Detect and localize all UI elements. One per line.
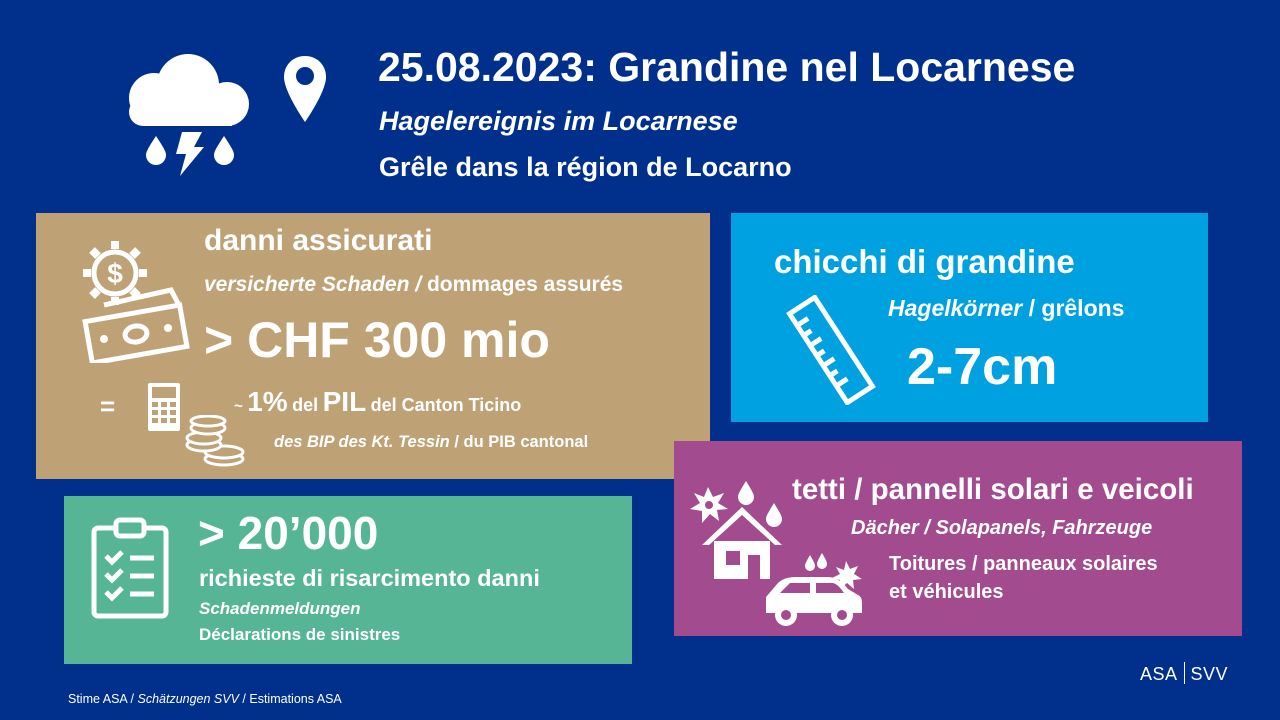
hailstones-panel [731, 213, 1208, 422]
damage-amount: > CHF 300 mio [204, 312, 550, 368]
hail-subtitle-de: Hagelkörner [888, 295, 1023, 321]
hail-subtitle [888, 295, 1124, 322]
claims-label-de: Schadenmeldungen [199, 599, 361, 618]
damage-title: danni assicurati [204, 224, 433, 257]
page-subtitle-de: Hagelereignis im Locarnese [379, 106, 738, 136]
car-hail-icon [762, 547, 866, 627]
gdp-canton: del Canton Ticino [370, 395, 522, 415]
claims-label-it: richieste di risarcimento danni [199, 565, 540, 591]
logo-svv: SVV [1190, 664, 1229, 684]
gdp-translation-fr: / du PIB cantonal [449, 433, 589, 451]
claims-label-fr: Déclarations de sinistres [199, 625, 401, 644]
logo-divider [1184, 662, 1185, 684]
gdp-share-line [234, 386, 521, 418]
roofs-title: tetti / pannelli solari e veicoli [792, 473, 1194, 506]
hail-title: chicchi di grandine [774, 243, 1075, 280]
damage-subtitle-fr: dommages assurés [426, 273, 624, 296]
damage-subtitle [204, 273, 623, 297]
footer-note-fr: / Estimations ASA [238, 692, 342, 706]
map-pin-icon [282, 54, 328, 124]
ruler-icon [783, 295, 879, 405]
roofs-subtitle-fr-2: et véhicules [889, 581, 1004, 603]
logo-asa: ASA [1140, 664, 1178, 684]
roofs-subtitle-fr-1: Toitures / panneaux solaires [889, 553, 1158, 575]
gdp-percent: 1% [247, 386, 288, 417]
gdp-del: del [292, 395, 319, 415]
roofs-subtitle-de: Dächer / Solapanels, Fahrzeuge [851, 517, 1153, 539]
gdp-pil: PIL [322, 386, 367, 417]
claims-count: > 20’000 [198, 507, 379, 559]
equals-sign: = [100, 391, 116, 421]
page-title: 25.08.2023: Grandine nel Locarnese [378, 44, 1076, 90]
footer-note-de: Schätzungen SVV [137, 692, 239, 706]
claims-panel [64, 496, 632, 664]
money-gear-icon [76, 235, 191, 363]
hail-subtitle-fr: grêlons [1041, 295, 1125, 321]
gdp-translation [274, 433, 588, 452]
gdp-translation-de: des BIP des Kt. Tessin [274, 433, 450, 451]
hail-size: 2-7cm [907, 338, 1058, 396]
coins-icon [184, 415, 246, 473]
damage-subtitle-slash: / [409, 273, 427, 296]
footer-note-it: Stime ASA / [68, 692, 138, 706]
insured-damage-panel [36, 213, 710, 479]
asa-svv-logo [1140, 662, 1228, 685]
svg-text:$: $ [107, 258, 123, 289]
clipboard-checklist-icon [90, 516, 170, 620]
calculator-icon [146, 381, 182, 433]
roofs-vehicles-panel [674, 441, 1242, 636]
tilde-sign: ~ [234, 398, 243, 415]
hail-subtitle-slash: / [1022, 295, 1042, 321]
cloud-rain-lightning-icon [122, 52, 258, 178]
page-subtitle-fr: Grêle dans la région de Locarno [379, 152, 792, 182]
damage-subtitle-de: versicherte Schaden [204, 273, 410, 296]
footer-source-note [68, 692, 342, 706]
